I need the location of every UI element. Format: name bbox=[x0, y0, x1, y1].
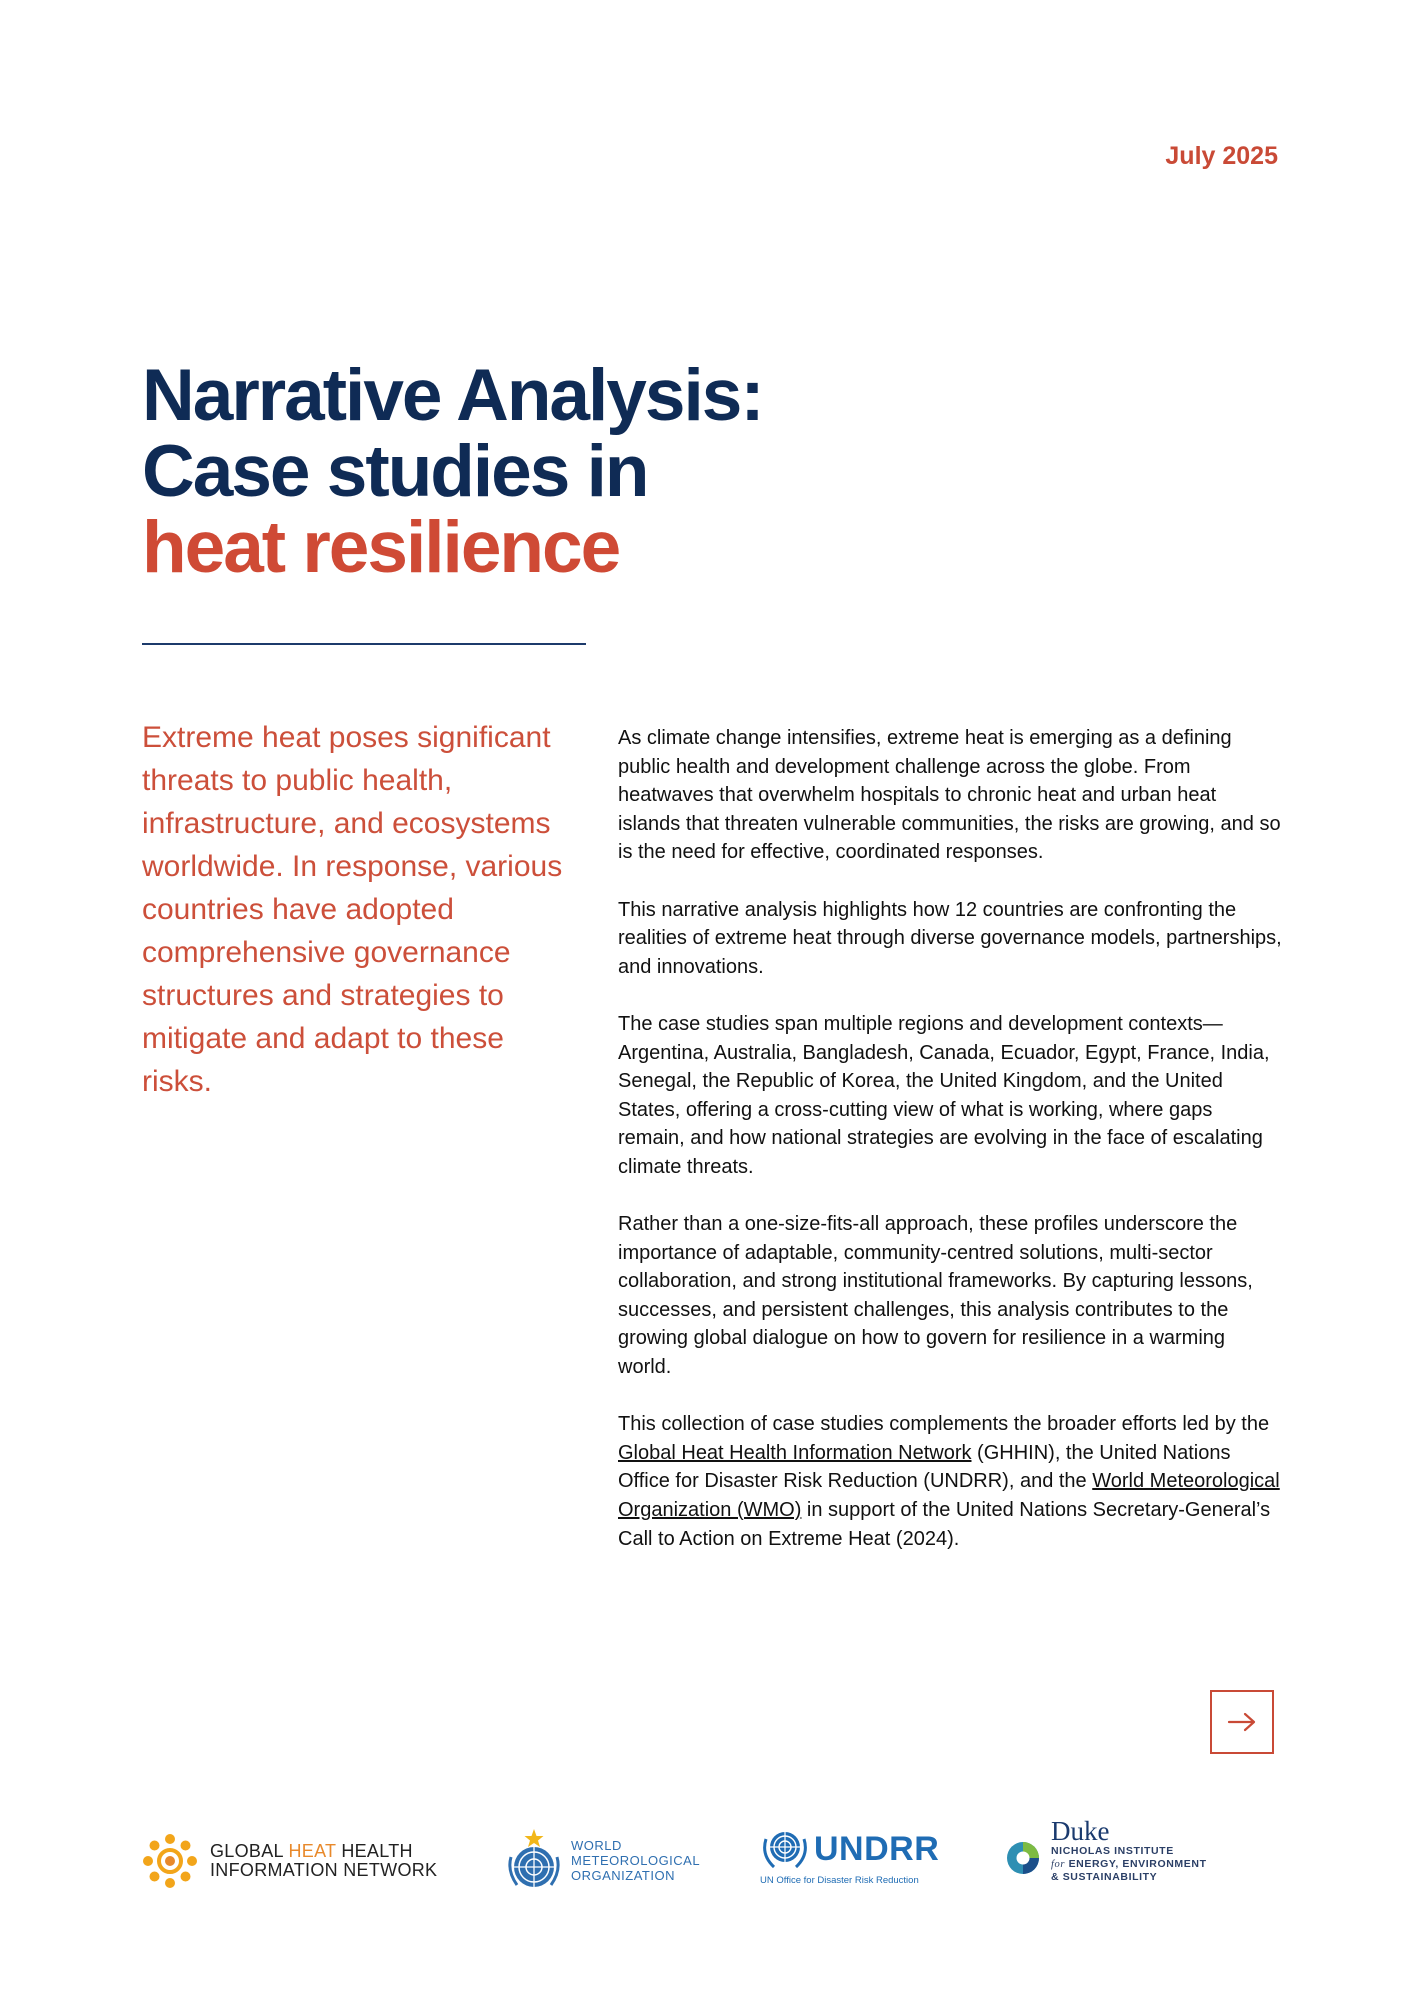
ghhin-sun-icon bbox=[142, 1833, 198, 1889]
duke-swirl-icon bbox=[1005, 1840, 1041, 1876]
ghhin-logo bbox=[142, 1833, 437, 1889]
duke-logo-name: Duke bbox=[1051, 1816, 1110, 1846]
un-emblem-icon bbox=[760, 1825, 810, 1873]
title-divider bbox=[142, 643, 586, 645]
ghhin-logo-line-2: INFORMATION NETWORK bbox=[210, 1860, 438, 1880]
body-paragraph-3: The case studies span multiple regions and development contexts—Argentina, Australia, Bangladesh, Canada, Ecuador, Egypt, France, India, Senegal, the Republic of Korea, the United Kingdom, and the United States, offering a cross-cutting view of what is working, where gaps remain, and how national strategies are evolving in the face of escalating climate threats. bbox=[618, 1012, 1270, 1178]
ghhin-link[interactable]: Global Heat Health Information Network bbox=[618, 1441, 972, 1464]
body-p5-text-1: This collection of case studies complements the broader efforts led by the bbox=[618, 1413, 1270, 1436]
body-p5-text-3: in support of the United Nations Secretary-General’s Call to Action on Extreme Heat (2024). bbox=[618, 1499, 1271, 1550]
wmo-logo-line-1: WORLD bbox=[571, 1837, 622, 1853]
wmo-logo-line-3: ORGANIZATION bbox=[571, 1867, 675, 1883]
lead-paragraph: Extreme heat poses significant threats to public health, infrastructure, and ecosystems worldwide. In response, various countries have adopted comprehensive governance structures and strategies to mitigate and adapt to these risks. bbox=[142, 721, 563, 1098]
partner-logos bbox=[0, 1815, 1414, 1915]
body-paragraph-5 bbox=[618, 1410, 1283, 1553]
next-page-button[interactable] bbox=[1210, 1690, 1274, 1754]
ghhin-logo-line-1: GLOBAL HEAT HEALTH bbox=[210, 1841, 413, 1861]
duke-nicholas-logo bbox=[1005, 1817, 1207, 1884]
wmo-link[interactable]: World Meteorological Organization (WMO) bbox=[618, 1470, 1280, 1522]
wmo-logo-line-2: METEOROLOGICAL bbox=[571, 1852, 701, 1868]
title-line-1: Narrative Analysis: bbox=[142, 355, 763, 436]
page-title bbox=[142, 355, 942, 588]
body-p5-text-2: (GHHIN), the United Nations Office for Disaster Risk Reduction (UNDRR), and the bbox=[618, 1441, 1231, 1493]
title-line-3: heat resilience bbox=[142, 507, 620, 588]
body-paragraph-1: As climate change intensifies, extreme heat is emerging as a defining public health and development challenge across the globe. From heatwaves that overwhelm hospitals to chronic heat and urban heat islands that threaten vulnerable communities, the risks are growing, and so is the need for effective, coordinated responses. bbox=[618, 727, 1281, 864]
duke-logo-line-2: for ENERGY, ENVIRONMENT bbox=[1051, 1858, 1207, 1870]
undrr-logo-name: UNDRR bbox=[814, 1829, 940, 1868]
body-paragraph-4: Rather than a one-size-fits-all approach, these profiles underscore the importance of adaptable, community-centred solutions, multi-sector collaboration, and strong institutional frameworks. By capturing lessons, successes, and persistent challenges, this analysis contributes to the growing global dialogue on how to govern for resilience in a warming world. bbox=[618, 1213, 1253, 1379]
publication-date: July 2025 bbox=[1165, 142, 1278, 170]
undrr-logo-subtitle: UN Office for Disaster Risk Reduction bbox=[760, 1875, 919, 1886]
undrr-logo bbox=[760, 1825, 939, 1886]
duke-logo-line-3: & SUSTAINABILITY bbox=[1051, 1871, 1158, 1883]
body-paragraph-2: This narrative analysis highlights how 12 countries are confronting the realities of extreme heat through diverse governance models, partnerships, and innovations. bbox=[618, 898, 1282, 978]
wmo-logo bbox=[505, 1827, 700, 1893]
body-text bbox=[618, 724, 1283, 1582]
wmo-emblem-icon bbox=[505, 1827, 563, 1893]
duke-logo-line-1: NICHOLAS INSTITUTE bbox=[1051, 1845, 1174, 1857]
arrow-right-icon bbox=[1227, 1711, 1257, 1733]
title-line-2: Case studies in bbox=[142, 431, 648, 512]
